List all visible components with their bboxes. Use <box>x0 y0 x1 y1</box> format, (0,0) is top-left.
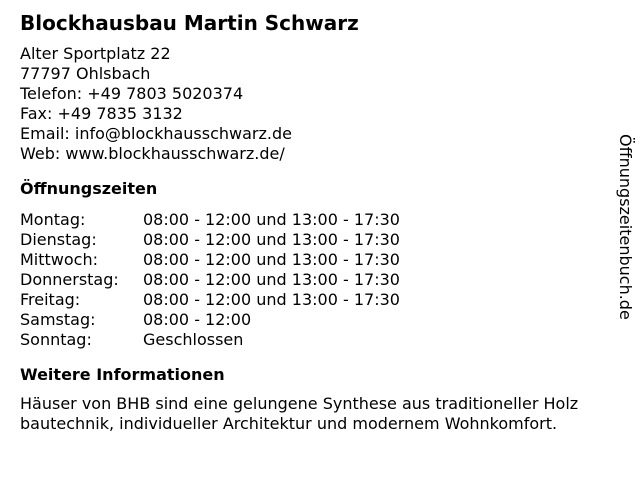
hours-row <box>20 270 620 290</box>
hours-row <box>20 330 620 350</box>
info-text-line: bautechnik, individueller Architektur und modernem Wohnkomfort. <box>20 414 558 433</box>
hours-time: 08:00 - 12:00 und 13:00 - 17:30 <box>143 250 400 269</box>
hours-day: Sonntag: <box>20 330 92 349</box>
phone-line: Telefon: +49 7803 5020374 <box>20 84 244 103</box>
watermark-sidebar <box>615 134 635 364</box>
hours-day: Dienstag: <box>20 230 97 249</box>
hours-time: Geschlossen <box>143 330 244 349</box>
web-line: Web: www.blockhausschwarz.de/ <box>20 144 285 163</box>
hours-row <box>20 210 620 230</box>
hours-day: Freitag: <box>20 290 81 309</box>
hours-row <box>20 250 620 270</box>
info-text-line: Häuser von BHB sind eine gelungene Synthese aus traditioneller Holz <box>20 394 579 413</box>
opening-hours-table <box>20 210 620 350</box>
site-watermark: Öffnungszeitenbuch.de <box>616 134 635 320</box>
contact-block <box>20 44 620 164</box>
hours-time: 08:00 - 12:00 und 13:00 - 17:30 <box>143 270 400 289</box>
address-city: 77797 Ohlsbach <box>20 64 151 83</box>
fax-line: Fax: +49 7835 3132 <box>20 104 183 123</box>
address-street: Alter Sportplatz 22 <box>20 44 171 63</box>
hours-time: 08:00 - 12:00 und 13:00 - 17:30 <box>143 230 400 249</box>
hours-day: Montag: <box>20 210 86 229</box>
hours-day: Donnerstag: <box>20 270 119 289</box>
hours-row <box>20 230 620 250</box>
more-info-heading: Weitere Informationen <box>20 365 225 384</box>
hours-row <box>20 310 620 330</box>
hours-row <box>20 290 620 310</box>
hours-time: 08:00 - 12:00 und 13:00 - 17:30 <box>143 290 400 309</box>
hours-time: 08:00 - 12:00 <box>143 310 252 329</box>
opening-hours-heading: Öffnungszeiten <box>20 179 158 198</box>
business-card <box>20 10 620 434</box>
hours-time: 08:00 - 12:00 und 13:00 - 17:30 <box>143 210 400 229</box>
more-info-text <box>20 394 620 434</box>
hours-day: Samstag: <box>20 310 96 329</box>
hours-day: Mittwoch: <box>20 250 98 269</box>
email-line: Email: info@blockhausschwarz.de <box>20 124 292 143</box>
company-name: Blockhausbau Martin Schwarz <box>20 11 359 35</box>
